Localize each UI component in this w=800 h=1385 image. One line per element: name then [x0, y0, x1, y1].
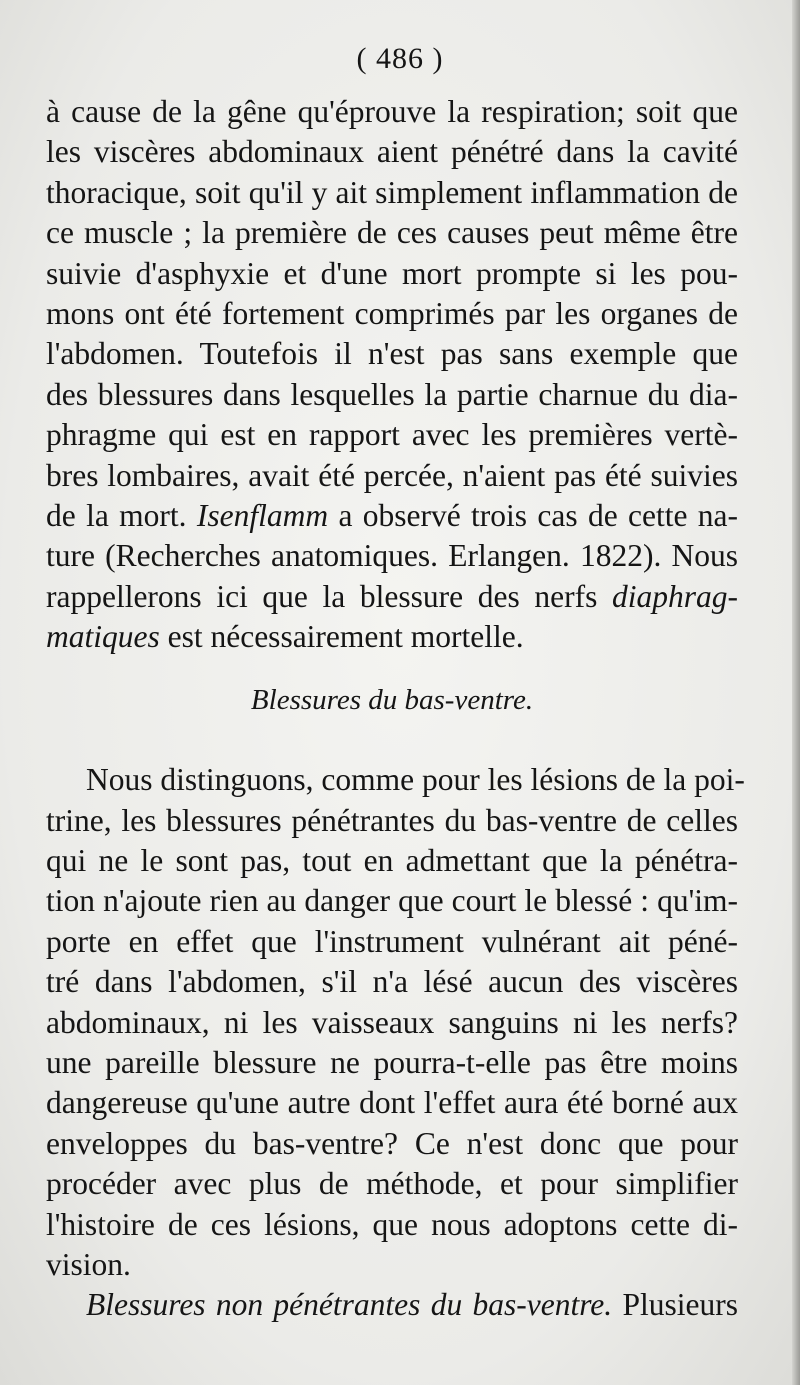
italic-term: diaphrag- [612, 578, 738, 614]
page-number: ( 486 ) [356, 42, 444, 75]
text-line: à cause de la gêne qu'éprouve la respiration; soit que [46, 94, 738, 129]
text-line: trine, les blessures pénétrantes du bas-ventre de celles [46, 802, 738, 838]
text-line: mons ont été fortement comprimés par les organes de [46, 296, 738, 332]
text-segment: rappellerons ici que la blessure des nerfs [46, 578, 598, 614]
text-line: l'abdomen. Toutefois il n'est pas sans exemple que [46, 336, 738, 372]
text-line: ture (Recherches anatomiques. Erlangen. 1822). Nous [46, 538, 738, 574]
page-edge [792, 0, 800, 1385]
text-segment: est nécessairement mortelle. [167, 619, 524, 655]
text-line: ce muscle ; la première de ces causes peut même être [46, 215, 738, 251]
text-line [46, 496, 738, 536]
text-line: tion n'ajoute rien au danger que court le blessé : qu'im- [46, 883, 738, 919]
text-line: l'histoire de ces lésions, que nous adoptons cette di- [46, 1206, 738, 1242]
text-segment: de la mort. [46, 498, 187, 534]
section-heading: Blessures du bas-ventre. [250, 683, 534, 716]
body-text [46, 92, 745, 1326]
text-line [46, 577, 738, 617]
text-segment: Plusieurs [622, 1287, 738, 1323]
text-line: Nous distinguons, comme pour les lésions de la poi- [86, 762, 745, 798]
text-line: qui ne le sont pas, tout en admettant que la pénétra- [46, 842, 738, 878]
text-line: porte en effet que l'instrument vulnérant ait péné- [46, 923, 738, 959]
text-line [46, 1285, 738, 1325]
italic-term: matiques [46, 619, 160, 655]
text-line: bres lombaires, avait été percée, n'aient pas été suivies [46, 457, 738, 493]
text-line: les viscères abdominaux aient pénétré dans la cavité [46, 134, 738, 170]
text-line: tré dans l'abdomen, s'il n'a lésé aucun des viscères [46, 964, 738, 1000]
text-line: une pareille blessure ne pourra-t-elle pas être moins [46, 1044, 738, 1080]
subsection-heading: Blessures non pénétrantes du bas-ventre. [86, 1287, 613, 1323]
text-line: suivie d'asphyxie et d'une mort prompte si les pou- [46, 255, 738, 291]
text-line [46, 617, 738, 657]
text-line: phragme qui est en rapport avec les premières vertè- [46, 417, 738, 453]
text-line: dangereuse qu'une autre dont l'effet aura été borné aux [46, 1085, 738, 1121]
text-line: vision. [46, 1246, 131, 1282]
author-name: Isenflamm [196, 498, 329, 534]
text-line: des blessures dans lesquelles la partie charnue du dia- [46, 376, 738, 412]
text-line: procéder avec plus de méthode, et pour simplifier [46, 1166, 738, 1202]
text-line: enveloppes du bas-ventre? Ce n'est donc que pour [46, 1125, 738, 1161]
text-line: thoracique, soit qu'il y ait simplement inflammation de [46, 174, 738, 210]
text-line: abdominaux, ni les vaisseaux sanguins ni les nerfs? [46, 1004, 738, 1040]
text-segment: a observé trois cas de cette na- [338, 498, 739, 534]
